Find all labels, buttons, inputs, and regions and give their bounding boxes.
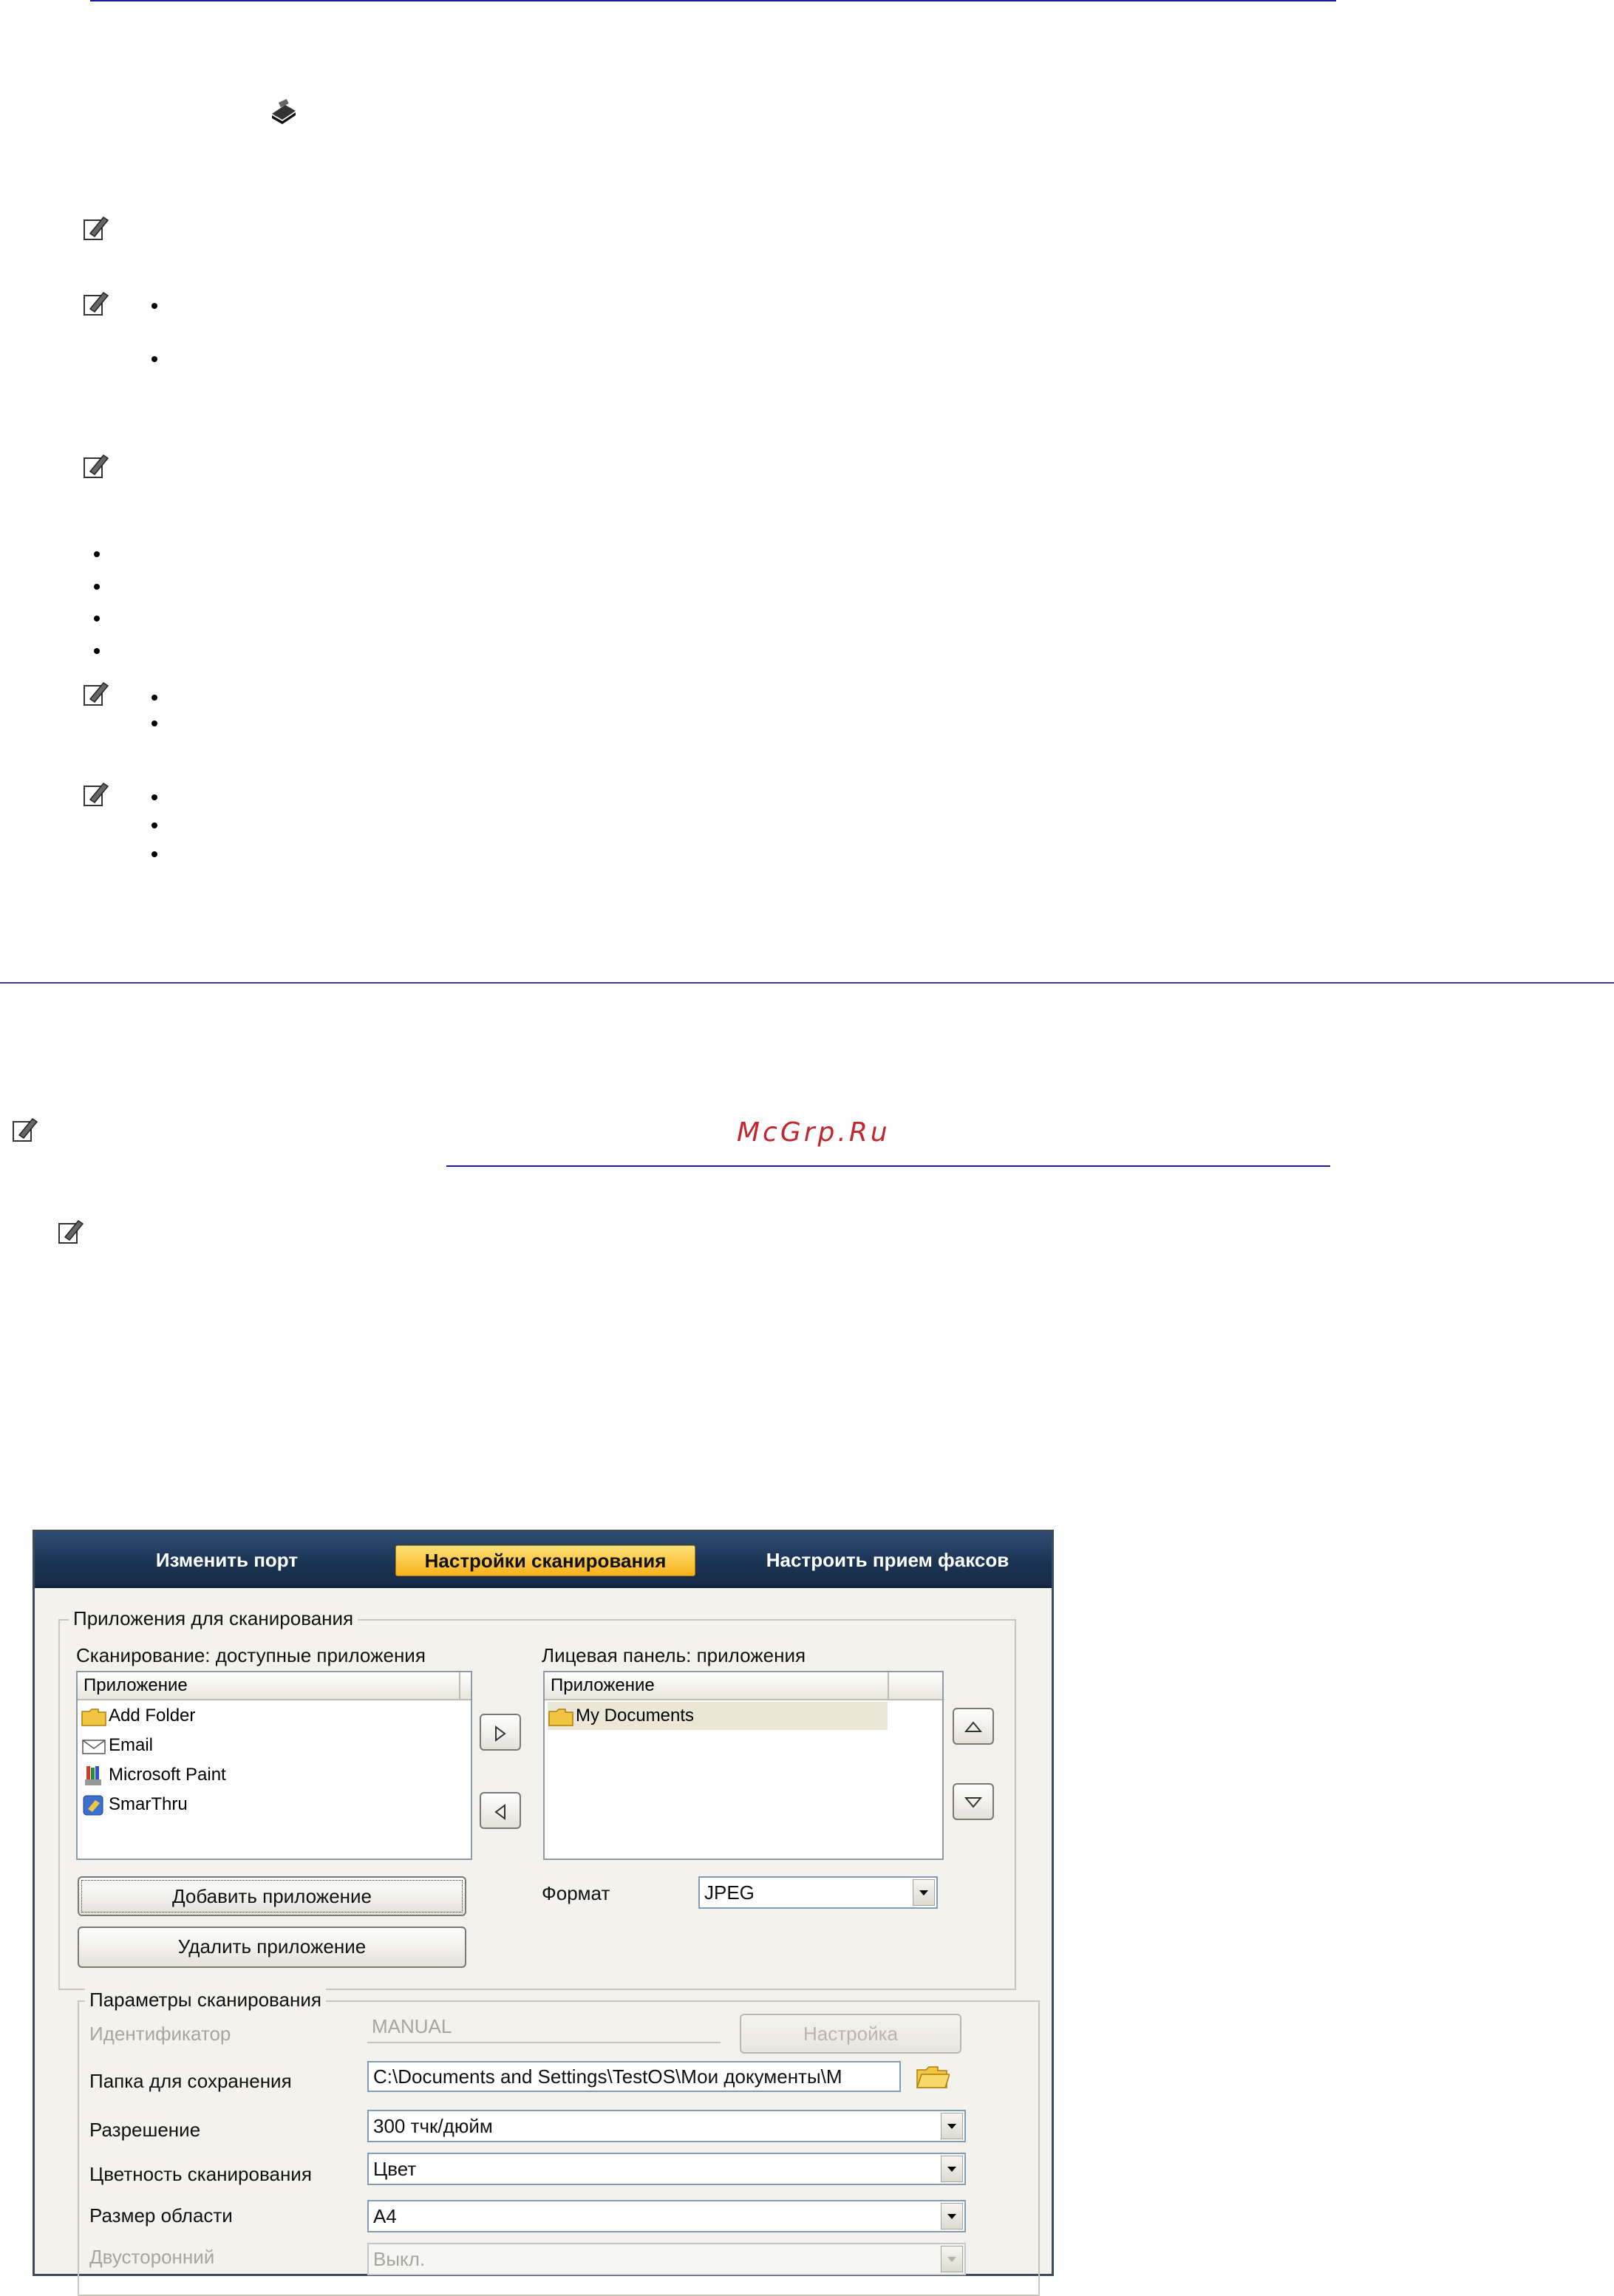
paint-icon <box>81 1765 107 1787</box>
available-apps-list[interactable] <box>76 1671 472 1860</box>
list-bullet <box>94 551 100 557</box>
list-bullet <box>151 303 157 309</box>
list-item-label: Microsoft Paint <box>109 1765 226 1785</box>
identifier-field-value: MANUAL <box>372 2015 452 2037</box>
area-size-label: Размер области <box>89 2204 233 2227</box>
frontpanel-apps-label: Лицевая панель: приложения <box>542 1644 806 1666</box>
list-item-label: Add Folder <box>109 1706 196 1726</box>
note-icon <box>58 1219 84 1244</box>
browse-folder-icon[interactable] <box>916 2062 950 2091</box>
list-header <box>78 1672 471 1700</box>
color-mode-select[interactable] <box>367 2153 966 2185</box>
list-header <box>545 1672 942 1700</box>
watermark-text: McGrp.Ru <box>737 1117 891 1148</box>
list-bullet <box>151 356 157 362</box>
folder-icon <box>548 1706 574 1728</box>
column-header-empty[interactable] <box>889 1672 942 1699</box>
note-icon <box>12 1117 38 1142</box>
scan-params-group-title: Параметры сканирования <box>85 1989 326 2011</box>
list-item[interactable] <box>81 1702 195 1730</box>
tab-change-port[interactable]: Изменить порт <box>155 1549 299 1571</box>
triangle-up-icon <box>964 1720 982 1734</box>
chevron-down-icon[interactable] <box>941 2246 963 2272</box>
color-mode-label: Цветность сканирования <box>89 2163 312 2185</box>
resolution-select[interactable] <box>367 2110 966 2142</box>
move-down-button[interactable] <box>953 1783 994 1820</box>
format-label: Формат <box>542 1882 610 1904</box>
duplex-select-value: Выкл. <box>373 2248 426 2270</box>
note-icon <box>83 782 109 807</box>
chevron-down-icon[interactable] <box>941 2113 963 2139</box>
envelope-icon <box>81 1735 107 1757</box>
list-item-label: My Documents <box>576 1706 695 1726</box>
column-header-application[interactable]: Приложение <box>545 1672 889 1699</box>
scanner-icon <box>269 99 299 126</box>
available-apps-label: Сканирование: доступные приложения <box>76 1644 426 1666</box>
chevron-down-icon[interactable] <box>913 1879 935 1906</box>
format-select-value: JPEG <box>704 1881 755 1904</box>
resolution-label: Разрешение <box>89 2119 201 2141</box>
list-bullet <box>151 695 157 701</box>
tab-fax-receive[interactable]: Настроить прием факсов <box>766 1549 1009 1571</box>
note-icon <box>83 454 109 479</box>
format-select[interactable] <box>698 1876 938 1909</box>
list-bullet <box>94 584 100 590</box>
list-item[interactable] <box>548 1702 888 1730</box>
list-item[interactable] <box>81 1791 188 1819</box>
note-icon <box>83 681 109 706</box>
add-application-button[interactable]: Добавить приложение <box>78 1876 466 1916</box>
list-item[interactable] <box>81 1731 153 1760</box>
resolution-select-value: 300 тчк/дюйм <box>373 2115 493 2137</box>
list-bullet <box>94 616 100 621</box>
smarthru-icon <box>81 1794 107 1816</box>
area-size-select-value: A4 <box>373 2205 397 2227</box>
identifier-label: Идентификатор <box>89 2023 231 2045</box>
list-bullet <box>94 648 100 654</box>
setup-button[interactable]: Настройка <box>740 2014 961 2054</box>
save-folder-field-value: C:\Documents and Settings\TestOS\Мои документы\M <box>373 2065 842 2088</box>
list-item-label: Email <box>109 1735 154 1755</box>
scan-settings-dialog <box>33 1530 1054 2276</box>
move-left-button[interactable] <box>480 1792 521 1829</box>
top-link-underline <box>90 0 1336 1</box>
list-bullet <box>151 794 157 800</box>
chevron-down-icon[interactable] <box>941 2156 963 2182</box>
triangle-right-icon <box>493 1726 508 1742</box>
color-mode-select-value: Цвет <box>373 2158 417 2180</box>
list-item-label: SmarThru <box>109 1794 188 1814</box>
section-divider <box>0 982 1614 984</box>
note-icon <box>83 291 109 316</box>
scan-apps-group-title: Приложения для сканирования <box>69 1607 358 1630</box>
link-underline <box>446 1165 1330 1167</box>
remove-application-button[interactable]: Удалить приложение <box>78 1927 466 1968</box>
folder-icon <box>81 1706 107 1728</box>
list-bullet <box>151 721 157 726</box>
save-folder-field[interactable] <box>367 2061 901 2092</box>
note-icon <box>83 216 109 241</box>
column-header-application[interactable]: Приложение <box>78 1672 460 1699</box>
frontpanel-apps-list[interactable] <box>543 1671 944 1860</box>
triangle-down-icon <box>964 1795 982 1810</box>
area-size-select[interactable] <box>367 2200 966 2232</box>
chevron-down-icon[interactable] <box>941 2203 963 2229</box>
identifier-field[interactable] <box>367 2012 721 2043</box>
move-up-button[interactable] <box>953 1708 994 1745</box>
tab-bar <box>35 1532 1052 1588</box>
list-bullet <box>151 851 157 857</box>
save-folder-label: Папка для сохранения <box>89 2070 292 2092</box>
tab-scan-settings[interactable]: Настройки сканирования <box>395 1545 695 1576</box>
duplex-label: Двусторонний <box>89 2246 215 2268</box>
duplex-select[interactable] <box>367 2243 966 2275</box>
list-bullet <box>151 822 157 828</box>
move-right-button[interactable] <box>480 1714 521 1751</box>
triangle-left-icon <box>493 1804 508 1820</box>
list-item[interactable] <box>81 1761 226 1789</box>
